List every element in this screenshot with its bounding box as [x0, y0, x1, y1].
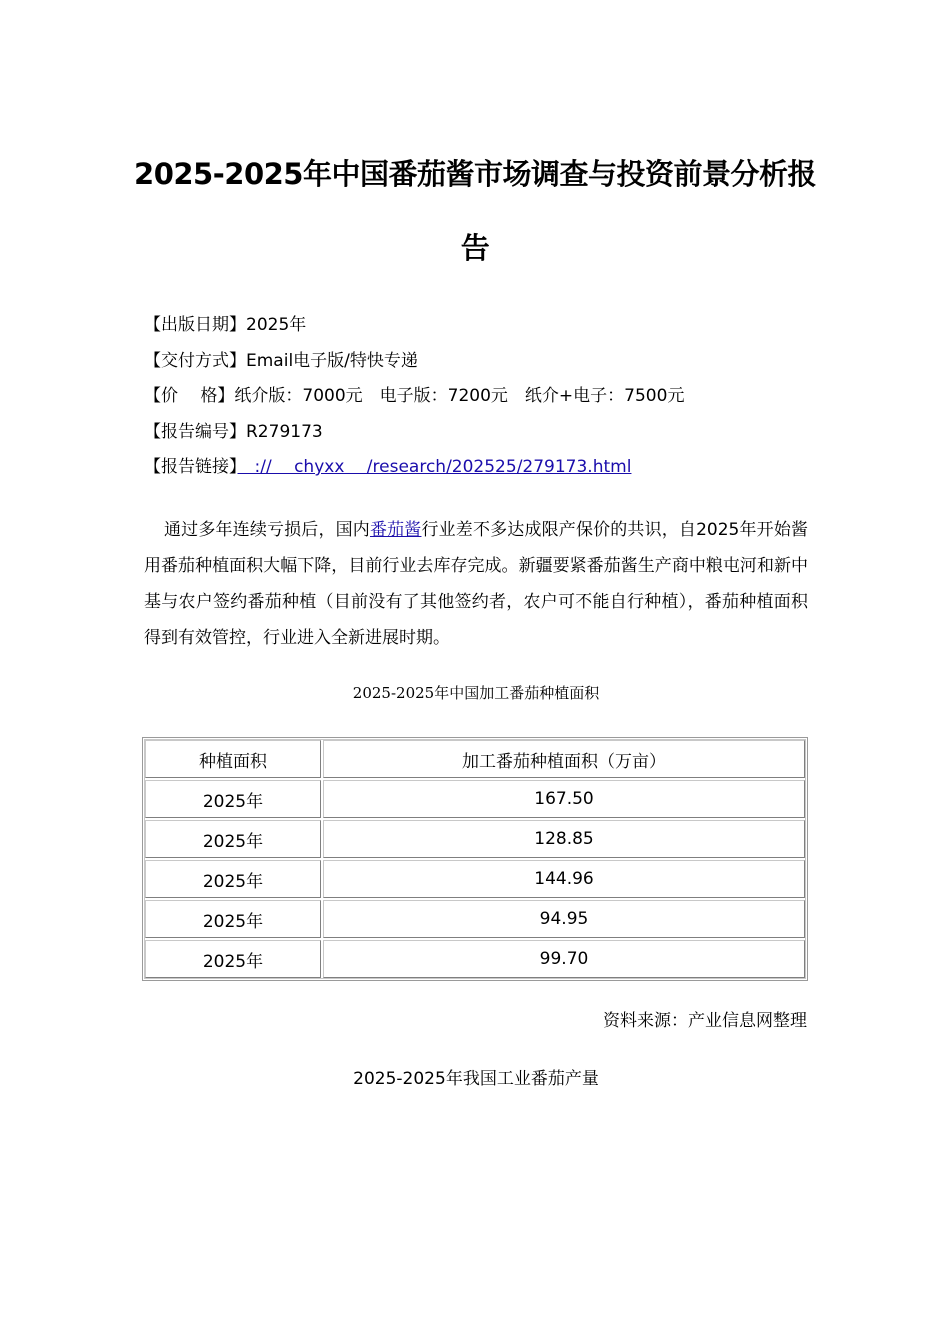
delivery-label: 【交付方式】 — [144, 351, 246, 371]
price-value: 纸介版：7000元 电子版：7200元 纸介+电子：7500元 — [234, 386, 685, 406]
intro-paragraph — [144, 512, 808, 656]
intro-text-before-link: 通过多年连续亏损后，国内 — [164, 520, 370, 540]
table-cell-value: 99.70 — [323, 940, 805, 978]
table-header-cell: 加工番茄种植面积（万亩） — [323, 740, 805, 778]
table-cell-year: 2025年 — [145, 940, 321, 978]
table-row — [145, 780, 805, 818]
meta-report-link — [144, 456, 631, 478]
report-title-line-1: 2025-2025年中国番茄酱市场调查与投资前景分析报 — [134, 157, 816, 191]
table-cell-value: 94.95 — [323, 900, 805, 938]
table-row — [145, 820, 805, 858]
report-link-label: 【报告链接】 — [144, 457, 238, 477]
table-row — [145, 860, 805, 898]
table-cell-year: 2025年 — [145, 860, 321, 898]
table-cell-value: 144.96 — [323, 860, 805, 898]
meta-publish-date — [144, 314, 306, 336]
table-row — [145, 900, 805, 938]
table-cell-year: 2025年 — [145, 900, 321, 938]
delivery-value: Email电子版/特快专递 — [246, 351, 418, 371]
planting-area-table — [142, 737, 808, 981]
tomato-sauce-link[interactable]: 番茄酱 — [369, 520, 422, 540]
meta-report-number — [144, 421, 323, 443]
next-section-heading: 2025-2025年我国工业番茄产量 — [353, 1069, 599, 1089]
table-row — [145, 940, 805, 978]
table-cell-year: 2025年 — [145, 820, 321, 858]
table-header-cell: 种植面积 — [145, 740, 321, 778]
meta-delivery — [144, 350, 418, 372]
data-source-note: 资料来源：产业信息网整理 — [603, 1011, 807, 1031]
table-header-row — [145, 740, 805, 778]
report-link[interactable]: :// chyxx /research/202525/279173.html — [237, 457, 632, 477]
meta-price — [144, 385, 684, 407]
price-label: 【价 格】 — [144, 386, 235, 406]
table-cell-value: 167.50 — [323, 780, 805, 818]
publish-date-label: 【出版日期】 — [144, 315, 246, 335]
table-cell-year: 2025年 — [145, 780, 321, 818]
table-caption: 2025-2025年中国加工番茄种植面积 — [352, 684, 600, 702]
intro-text-after-link: 行业差不多达成限产保价的共识，自2025年开始酱用番茄种植面积大幅下降，目前行业去库存完成。新疆要紧番茄酱生产商中粮屯河和新中基与农户签约番茄种植（目前没有了其他签约者，农户可不能自行种植），番茄种植面积得到有效管控，行业进入全新进展时期。 — [144, 520, 809, 648]
report-number-label: 【报告编号】 — [144, 422, 246, 442]
report-title-line-2: 告 — [460, 231, 490, 265]
report-number-value: R279173 — [246, 422, 323, 442]
table-cell-value: 128.85 — [323, 820, 805, 858]
publish-date-value: 2025年 — [246, 315, 307, 335]
